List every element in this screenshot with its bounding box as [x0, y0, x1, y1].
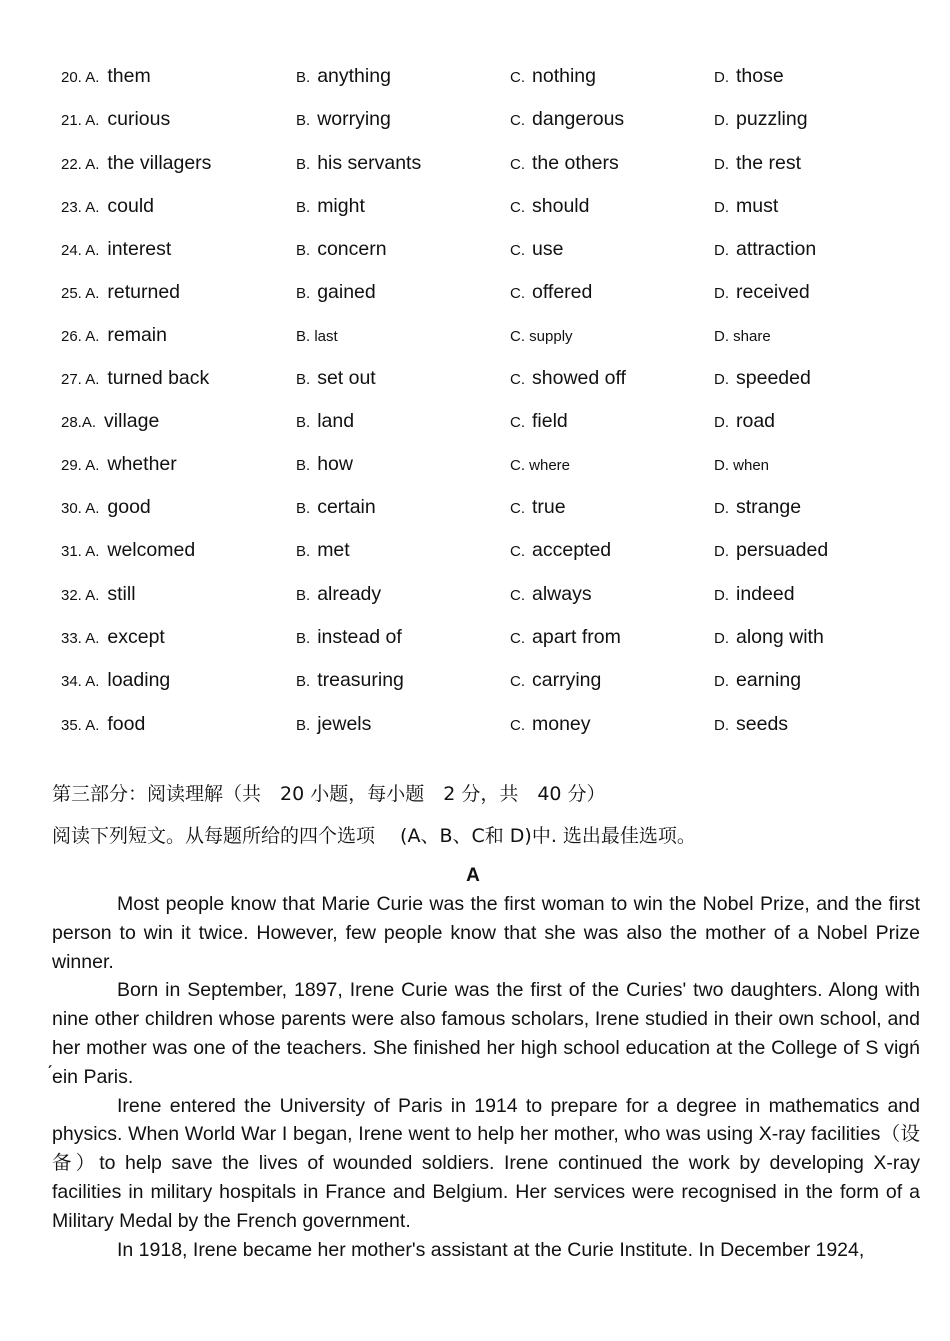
option-text: remain	[107, 324, 167, 346]
question-number: 30. A.	[61, 500, 100, 517]
option-text: C. where	[510, 457, 571, 474]
option-text: seeds	[736, 713, 789, 735]
option-text: instead of	[317, 626, 402, 648]
option-letter: B.	[296, 457, 311, 474]
option-a	[61, 321, 167, 351]
option-text: dangerous	[532, 108, 625, 130]
option-a	[61, 580, 136, 610]
question-number: 22. A.	[61, 156, 100, 173]
option-text: received	[736, 281, 810, 303]
option-d	[714, 580, 795, 610]
option-a	[61, 450, 177, 480]
option-text: should	[532, 195, 590, 217]
option-d	[714, 450, 769, 480]
option-b	[296, 580, 381, 610]
option-letter: D.	[714, 543, 729, 560]
option-letter: D.	[714, 156, 729, 173]
option-text: road	[736, 410, 776, 432]
option-text: carrying	[532, 669, 602, 691]
option-text: accepted	[532, 539, 612, 561]
question-number: 23. A.	[61, 199, 100, 216]
option-text: the others	[532, 152, 619, 174]
option-letter: D.	[714, 242, 729, 259]
option-text: how	[317, 453, 353, 475]
question-row	[0, 710, 950, 740]
option-text: along with	[736, 626, 824, 648]
question-row	[0, 493, 950, 523]
option-text: turned back	[107, 367, 210, 389]
option-d	[714, 407, 775, 437]
option-text: already	[317, 583, 382, 605]
option-text: the rest	[736, 152, 802, 174]
option-text: showed off	[532, 367, 626, 389]
option-letter: B.	[296, 717, 311, 734]
question-number: 21. A.	[61, 112, 100, 129]
option-letter: D.	[714, 673, 729, 690]
question-number: 26. A.	[61, 328, 100, 345]
option-b	[296, 321, 338, 351]
option-a	[61, 710, 145, 740]
option-letter: D.	[714, 414, 729, 431]
option-letter: C.	[510, 199, 525, 216]
option-c	[510, 192, 589, 222]
option-text: offered	[532, 281, 593, 303]
option-b	[296, 710, 371, 740]
option-d	[714, 623, 824, 653]
question-row	[0, 192, 950, 222]
option-text: field	[532, 410, 568, 432]
option-text: always	[532, 583, 592, 605]
option-letter: C.	[510, 543, 525, 560]
option-a	[61, 493, 151, 523]
option-c	[510, 62, 596, 92]
option-letter: D.	[714, 587, 729, 604]
option-letter: D.	[714, 112, 729, 129]
option-letter: B.	[296, 156, 311, 173]
reading-passage	[52, 890, 920, 1264]
question-number: 24. A.	[61, 242, 100, 259]
section-instruction: 阅读下列短文。从每题所给的四个选项 (A、B、C和 D)中. 选出最佳选项。	[52, 825, 696, 847]
option-letter: C.	[510, 587, 525, 604]
option-text: loading	[107, 669, 171, 691]
option-text: worrying	[317, 108, 391, 130]
option-b	[296, 192, 365, 222]
option-text: nothing	[532, 65, 596, 87]
option-text: might	[317, 195, 365, 217]
question-number: 31. A.	[61, 543, 100, 560]
option-letter: C.	[510, 673, 525, 690]
option-text: could	[107, 195, 154, 217]
question-row	[0, 450, 950, 480]
question-row	[0, 235, 950, 265]
passage-label: A	[466, 865, 480, 886]
option-b	[296, 235, 387, 265]
option-b	[296, 623, 402, 653]
option-c	[510, 493, 566, 523]
option-d	[714, 62, 784, 92]
option-a	[61, 666, 170, 696]
option-text: D. share	[714, 328, 771, 345]
option-text: food	[107, 713, 146, 735]
option-text: land	[317, 410, 355, 432]
option-text: whether	[107, 453, 177, 475]
option-d	[714, 536, 828, 566]
option-letter: D.	[714, 630, 729, 647]
option-letter: B.	[296, 199, 311, 216]
option-b	[296, 278, 376, 308]
question-row	[0, 149, 950, 179]
option-text: C. supply	[510, 328, 573, 345]
option-d	[714, 278, 810, 308]
option-a	[61, 364, 209, 394]
option-letter: C.	[510, 156, 525, 173]
option-c	[510, 321, 573, 351]
option-a	[61, 235, 171, 265]
option-d	[714, 149, 801, 179]
option-b	[296, 105, 391, 135]
question-row	[0, 364, 950, 394]
option-text: curious	[107, 108, 171, 130]
question-number: 28.A.	[61, 414, 97, 431]
option-b	[296, 364, 376, 394]
option-a	[61, 623, 165, 653]
option-text: interest	[107, 238, 172, 260]
option-c	[510, 235, 563, 265]
option-c	[510, 364, 626, 394]
question-row	[0, 278, 950, 308]
option-text: attraction	[736, 238, 817, 260]
option-letter: D.	[714, 199, 729, 216]
option-d	[714, 192, 778, 222]
question-row	[0, 536, 950, 566]
option-a	[61, 536, 195, 566]
option-letter: C.	[510, 285, 525, 302]
option-letter: C.	[510, 242, 525, 259]
option-d	[714, 493, 801, 523]
option-letter: C.	[510, 371, 525, 388]
option-text: those	[736, 65, 784, 87]
option-letter: C.	[510, 112, 525, 129]
option-text: puzzling	[736, 108, 808, 130]
option-letter: D.	[714, 69, 729, 86]
question-row	[0, 666, 950, 696]
question-row	[0, 580, 950, 610]
option-c	[510, 450, 570, 480]
option-text: his servants	[317, 152, 422, 174]
option-d	[714, 105, 808, 135]
option-text: them	[107, 65, 151, 87]
option-text: certain	[317, 496, 376, 518]
question-number: 33. A.	[61, 630, 100, 647]
option-text: must	[736, 195, 779, 217]
option-a	[61, 192, 154, 222]
option-letter: B.	[296, 242, 311, 259]
option-a	[61, 149, 211, 179]
question-number: 32. A.	[61, 587, 100, 604]
question-number: 25. A.	[61, 285, 100, 302]
option-text: money	[532, 713, 591, 735]
question-row	[0, 623, 950, 653]
option-text: met	[317, 539, 350, 561]
option-b	[296, 149, 421, 179]
option-d	[714, 235, 816, 265]
question-row	[0, 407, 950, 437]
question-number: 35. A.	[61, 717, 100, 734]
option-letter: D.	[714, 371, 729, 388]
option-letter: D.	[714, 500, 729, 517]
option-letter: C.	[510, 500, 525, 517]
option-text: earning	[736, 669, 802, 691]
section-title: 第三部分：阅读理解（共 20 小题，每小题 2 分，共 40 分）	[52, 783, 606, 805]
option-text: welcomed	[107, 539, 196, 561]
option-text: concern	[317, 238, 387, 260]
option-text: indeed	[736, 583, 795, 605]
question-number: 29. A.	[61, 457, 100, 474]
question-number: 27. A.	[61, 371, 100, 388]
option-a	[61, 105, 170, 135]
option-text: B. last	[296, 328, 338, 345]
option-d	[714, 666, 801, 696]
option-text: gained	[317, 281, 376, 303]
question-row	[0, 62, 950, 92]
option-letter: D.	[714, 717, 729, 734]
option-a	[61, 62, 151, 92]
option-letter: C.	[510, 630, 525, 647]
option-letter: B.	[296, 414, 311, 431]
option-text: returned	[107, 281, 181, 303]
option-b	[296, 450, 353, 480]
option-letter: B.	[296, 371, 311, 388]
option-text: the villagers	[107, 152, 212, 174]
option-text: apart from	[532, 626, 621, 648]
option-text: use	[532, 238, 564, 260]
option-d	[714, 364, 811, 394]
option-letter: B.	[296, 285, 311, 302]
option-b	[296, 536, 350, 566]
option-text: village	[104, 410, 160, 432]
option-text: set out	[317, 367, 376, 389]
option-text: except	[107, 626, 165, 648]
passage-paragraph: Born in September, 1897, Irene Curie was the first of the Curies' two daughters. Along with nine other children whose parents were also famous scholars, Irene studied in their own school, and her mother was one of the teachers. She finished her high school education at the College of S vigń ́ein Paris.	[52, 979, 920, 1088]
option-c	[510, 407, 568, 437]
option-letter: B.	[296, 69, 311, 86]
option-letter: B.	[296, 500, 311, 517]
question-number: 34. A.	[61, 673, 100, 690]
option-text: still	[107, 583, 136, 605]
question-row	[0, 105, 950, 135]
option-letter: B.	[296, 673, 311, 690]
option-c	[510, 149, 619, 179]
option-c	[510, 278, 592, 308]
option-c	[510, 536, 611, 566]
option-text: D. when	[714, 457, 770, 474]
option-c	[510, 666, 601, 696]
passage-paragraph: Most people know that Marie Curie was the first woman to win the Nobel Prize, and the first person to win it twice. However, few people know that she was also the mother of a Nobel Prize winner.	[52, 893, 920, 973]
option-letter: C.	[510, 717, 525, 734]
option-c	[510, 580, 592, 610]
option-text: strange	[736, 496, 802, 518]
option-b	[296, 407, 354, 437]
option-c	[510, 105, 624, 135]
option-c	[510, 623, 621, 653]
option-letter: B.	[296, 112, 311, 129]
passage-paragraph: Irene entered the University of Paris in 1914 to prepare for a degree in mathematics and physics. When World War I began, Irene went to help her mother, who was using X-ray facilities（设备）to help save the lives of wounded soldiers. Irene continued the work by developing X-ray facilities in military hospitals in France and Belgium. Her services were recognised in the form of a Military Medal by the French government.	[52, 1094, 920, 1232]
option-text: speeded	[736, 367, 811, 389]
passage-paragraph: In 1918, Irene became her mother's assistant at the Curie Institute. In December 1924,	[117, 1238, 865, 1261]
option-text: jewels	[317, 713, 372, 735]
option-text: anything	[317, 65, 391, 87]
option-a	[61, 407, 159, 437]
question-number: 20. A.	[61, 69, 100, 86]
question-row	[0, 321, 950, 351]
option-letter: B.	[296, 587, 311, 604]
option-letter: D.	[714, 285, 729, 302]
option-d	[714, 321, 771, 351]
option-c	[510, 710, 591, 740]
option-text: persuaded	[736, 539, 829, 561]
option-text: true	[532, 496, 566, 518]
option-b	[296, 493, 376, 523]
option-a	[61, 278, 180, 308]
option-letter: B.	[296, 630, 311, 647]
option-letter: B.	[296, 543, 311, 560]
option-text: good	[107, 496, 151, 518]
option-text: treasuring	[317, 669, 404, 691]
option-d	[714, 710, 788, 740]
option-letter: C.	[510, 69, 525, 86]
option-letter: C.	[510, 414, 525, 431]
option-b	[296, 62, 391, 92]
option-b	[296, 666, 404, 696]
